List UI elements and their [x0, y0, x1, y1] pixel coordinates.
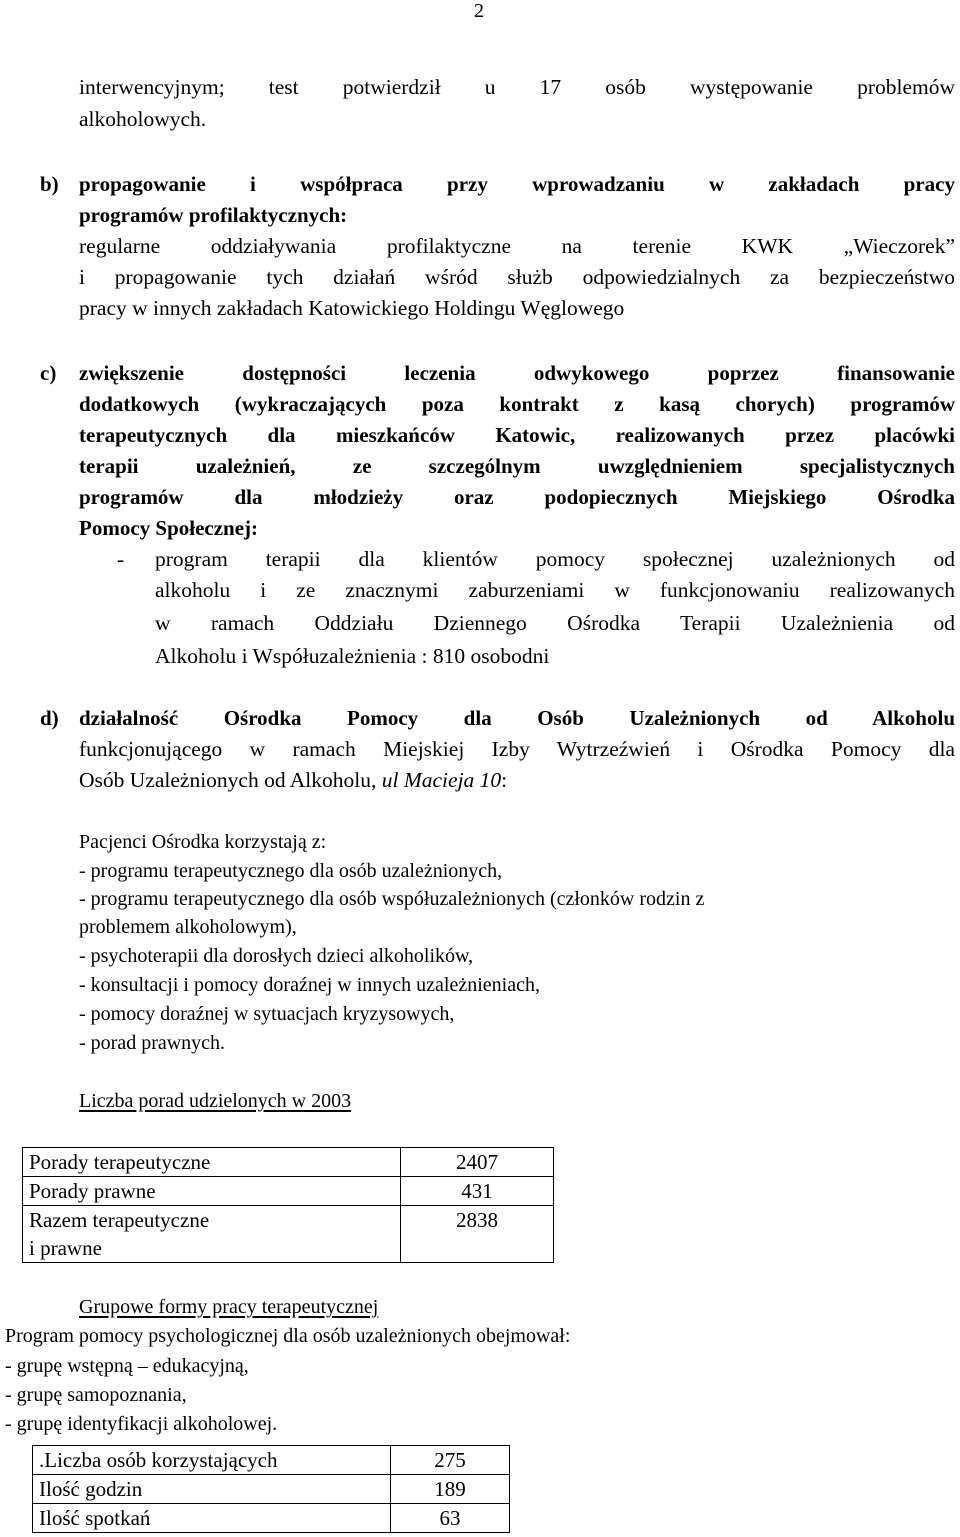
- section-c-heading-line-6: Pomocy Społecznej:: [79, 516, 259, 540]
- group-work-intro: Program pomocy psychologicznej dla osób uzależnionych obejmował:: [5, 1325, 571, 1347]
- section-c-item-line-4: Alkoholu i Współuzależnienia : 810 osobodni: [155, 644, 550, 668]
- section-d-body-line-3-suffix: :: [501, 768, 508, 792]
- patients-item-5: - pomocy doraźnej w sytuacjach kryzysowych,: [79, 1003, 455, 1025]
- patients-item-4: - konsultacji i pomocy doraźnej w innych uzależnieniach,: [79, 974, 540, 996]
- section-b-body-line-3: pracy w innych zakładach Katowickiego Holdingu Węglowego: [79, 296, 625, 320]
- section-d-body-line-2: funkcjonującego w ramach Miejskiej Izby Wytrzeźwień i Ośrodka Pomocy dla: [79, 737, 955, 761]
- table-row: [23, 1177, 554, 1206]
- advice-label-cell: Porady terapeutyczne: [23, 1148, 401, 1177]
- patients-item-3: - psychoterapii dla dorosłych dzieci alkoholików,: [79, 945, 474, 967]
- section-b-heading-line-2: programów profilaktycznych:: [79, 203, 348, 227]
- section-c-heading-line-4: terapii uzależnień, ze szczególnym uwzględnieniem specjalistycznych: [79, 454, 955, 478]
- stats-label-cell: Ilość spotkań: [33, 1504, 391, 1533]
- advice-value-cell: 431: [401, 1177, 554, 1206]
- advice-value-cell: 2407: [401, 1148, 554, 1177]
- advice-label-line-2: i prawne: [29, 1236, 102, 1260]
- section-d-body-line-3: [79, 768, 507, 793]
- group-work-item-1: - grupę wstępną – edukacyjną,: [5, 1355, 249, 1377]
- section-c-heading-line-2: dodatkowych (wykraczających poza kontrakt z kasą chorych) programów: [79, 392, 955, 416]
- section-b-body-line-1: regularne oddziaływania profilaktyczne na terenie KWK „Wieczorek”: [79, 234, 955, 258]
- section-c-heading-line-1: zwiększenie dostępności leczenia odwykowego poprzez finansowanie: [79, 361, 955, 385]
- group-work-title: Grupowe formy pracy terapeutycznej: [79, 1296, 379, 1318]
- group-work-item-2: - grupę samopoznania,: [5, 1384, 187, 1406]
- stats-value-cell: 275: [391, 1446, 510, 1475]
- page-number: 2: [474, 0, 484, 22]
- section-d-body-line-3-prefix: Osób Uzależnionych od Alkoholu,: [79, 768, 382, 792]
- advice-table-title: Liczba porad udzielonych w 2003: [79, 1090, 352, 1112]
- section-c-item-line-3: w ramach Oddziału Dziennego Ośrodka Terapii Uzależnienia od: [155, 611, 955, 635]
- section-b-marker: b): [40, 172, 59, 196]
- advice-label-cell: [23, 1206, 401, 1263]
- advice-label-line-1: Razem terapeutyczne: [29, 1208, 210, 1232]
- advice-value-cell: 2838: [401, 1206, 554, 1263]
- table-row: [33, 1504, 510, 1533]
- stats-label-cell: .Liczba osób korzystających: [33, 1446, 391, 1475]
- table-row: [23, 1148, 554, 1177]
- stats-value-cell: 189: [391, 1475, 510, 1504]
- section-c-heading-line-5: programów dla młodzieży oraz podopiecznych Miejskiego Ośrodka: [79, 485, 955, 509]
- section-c-marker: c): [40, 361, 57, 385]
- section-b-body-line-2: i propagowanie tych działań wśród służb odpowiedzialnych za bezpieczeństwo: [79, 265, 955, 289]
- section-d-address: ul Macieja 10: [381, 768, 502, 792]
- stats-label-cell: Ilość godzin: [33, 1475, 391, 1504]
- section-c-item-line-2: alkoholu i ze znacznymi zaburzeniami w funkcjonowaniu realizowanych: [155, 578, 955, 602]
- table-row: [23, 1206, 554, 1263]
- patients-intro: Pacjenci Ośrodka korzystają z:: [79, 831, 327, 853]
- table-row: [33, 1475, 510, 1504]
- intro-line-2: alkoholowych.: [79, 107, 207, 131]
- advice-table: [22, 1147, 554, 1263]
- table-row: [33, 1446, 510, 1475]
- patients-item-6: - porad prawnych.: [79, 1032, 226, 1054]
- patients-item-2: - programu terapeutycznego dla osób współuzależnionych (członków rodzin z: [79, 888, 705, 910]
- patients-item-1: - programu terapeutycznego dla osób uzależnionych,: [79, 860, 503, 882]
- section-b-heading-line-1: propagowanie i współpraca przy wprowadzaniu w zakładach pracy: [79, 172, 955, 196]
- section-c-item-dash: -: [117, 547, 125, 571]
- stats-value-cell: 63: [391, 1504, 510, 1533]
- section-d-marker: d): [40, 706, 59, 730]
- group-work-item-3: - grupę identyfikacji alkoholowej.: [5, 1413, 278, 1435]
- section-c-heading-line-3: terapeutycznych dla mieszkańców Katowic, realizowanych przez placówki: [79, 423, 955, 447]
- intro-line-1: interwencyjnym; test potwierdził u 17 osób występowanie problemów: [79, 75, 955, 99]
- patients-item-2-cont: problemem alkoholowym),: [79, 916, 297, 938]
- stats-table: [32, 1445, 510, 1533]
- section-c-item-line-1: program terapii dla klientów pomocy społecznej uzależnionych od: [155, 547, 955, 571]
- section-d-heading-line-1: działalność Ośrodka Pomocy dla Osób Uzależnionych od Alkoholu: [79, 706, 955, 730]
- advice-label-cell: Porady prawne: [23, 1177, 401, 1206]
